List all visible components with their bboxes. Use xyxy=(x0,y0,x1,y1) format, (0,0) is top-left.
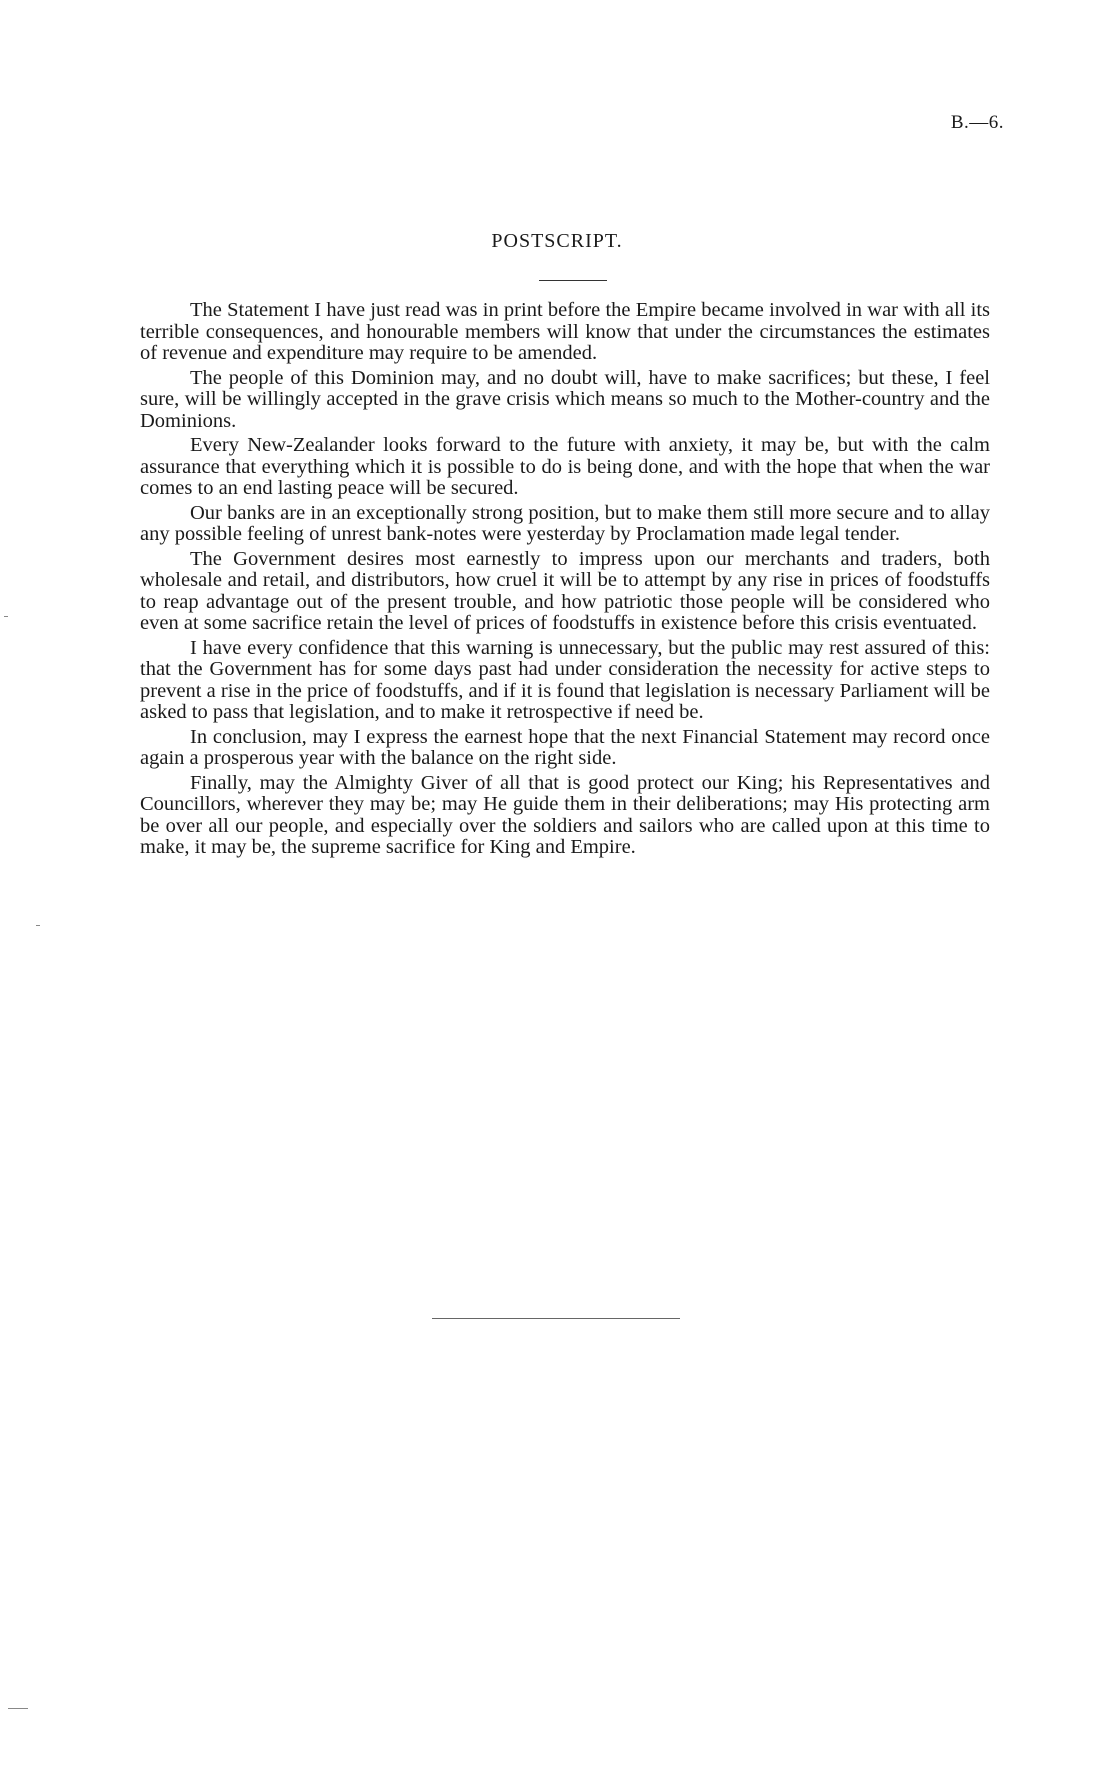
paragraph: In conclusion, may I express the earnest hope that the next Financial Statement may record once again a prosperous year with the balance on the right side. xyxy=(140,725,990,769)
paragraph: I have every confidence that this warning is unnecessary, but the public may rest assured of this: that the Government has for some days past had under consideration the necessity for active steps to prevent a rise in the price of foodstuffs, and if it is found that legislation is necessary Parliament will be asked to pass that legislation, and to make it retrospective if need be. xyxy=(140,636,990,723)
paragraph: The Government desires most earnestly to impress upon our merchants and traders, both wholesale and retail, and distributors, how cruel it will be to attempt by any rise in prices of foodstuffs to reap advantage out of the present trouble, and how patriotic those people will be considered who even at some sacrifice retain the level of prices of foodstuffs in existence before this crisis eventuated. xyxy=(140,547,990,634)
page-title: POSTSCRIPT. xyxy=(491,230,623,252)
margin-mark xyxy=(4,616,8,617)
margin-mark xyxy=(8,1708,28,1709)
document-body xyxy=(140,300,990,862)
paragraph: The Statement I have just read was in print before the Empire became involved in war with all its terrible consequences, and honourable members will know that under the circumstances the estimates of revenue and expenditure may require to be amended. xyxy=(140,299,990,364)
page-reference: B.—6. xyxy=(950,112,1004,133)
margin-mark xyxy=(36,925,40,926)
paragraph: Every New-Zealander looks forward to the future with anxiety, it may be, but with the calm assurance that everything which it is possible to do is being done, and with the hope that when the war comes to an end lasting peace will be secured. xyxy=(140,434,990,499)
end-divider xyxy=(432,1318,680,1319)
title-divider xyxy=(539,280,607,281)
paragraph: The people of this Dominion may, and no doubt will, have to make sacrifices; but these, I feel sure, will be willingly accepted in the grave crisis which means so much to the Mother-country and the Dominions. xyxy=(140,366,990,432)
paragraph: Our banks are in an exceptionally strong position, but to make them still more secure and to allay any possible feeling of unrest bank-notes were yesterday by Proclamation made legal tender. xyxy=(140,501,990,545)
paragraph: Finally, may the Almighty Giver of all that is good protect our King; his Representatives and Councillors, wherever they may be; may He guide them in their deliberations; may His protecting arm be over all our people, and especially over the soldiers and sailors who are called upon at this time to make, it may be, the supreme sacrifice for King and Empire. xyxy=(140,771,990,858)
